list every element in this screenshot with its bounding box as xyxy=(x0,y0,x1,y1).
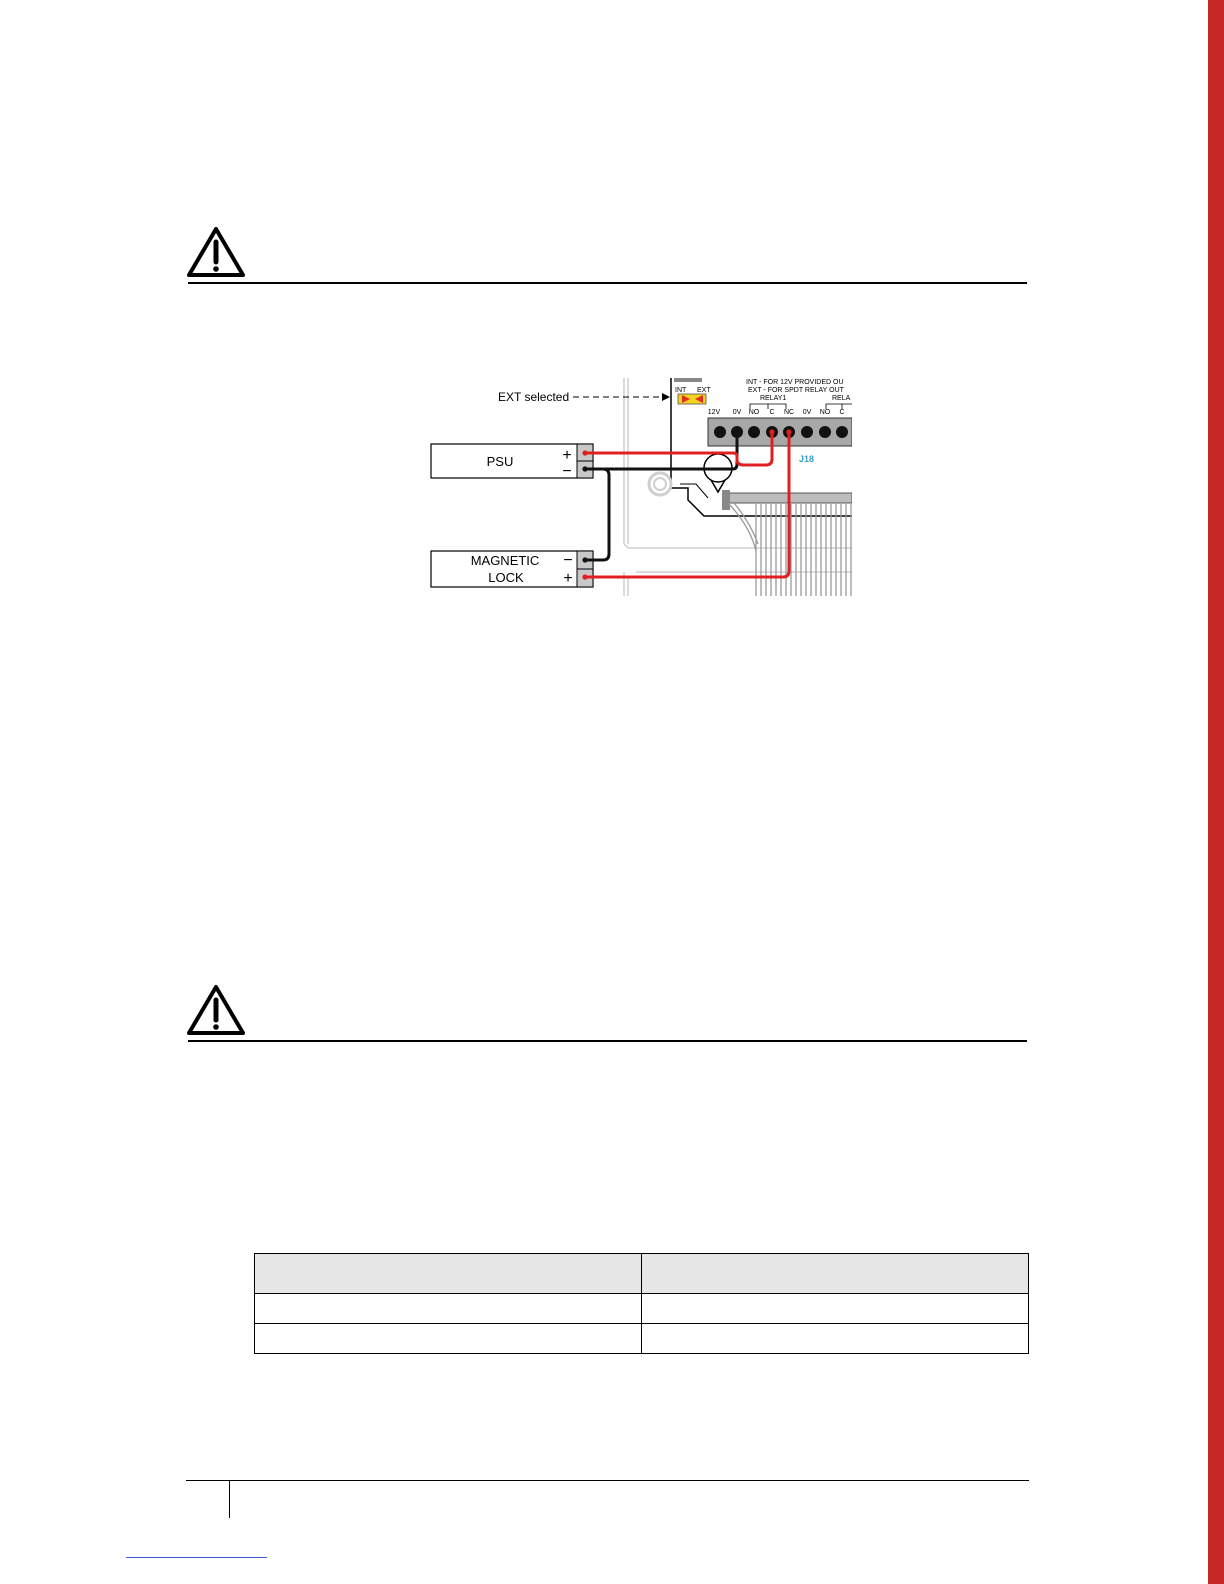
table-row xyxy=(255,1294,1029,1324)
table-header-row xyxy=(255,1254,1029,1294)
ribbon-cable xyxy=(722,490,852,596)
psu-plus-sign: + xyxy=(562,447,572,464)
table-cell xyxy=(255,1294,642,1324)
warning-triangle-icon xyxy=(186,984,246,1036)
jumper-ext-label: EXT xyxy=(697,387,711,394)
relay2-label: RELA xyxy=(832,395,851,402)
note-int: INT - FOR 12V PROVIDED OU xyxy=(746,379,844,386)
terminal-label: NO xyxy=(819,409,831,416)
relay1-label: RELAY1 xyxy=(760,395,787,402)
lock-label-line1: MAGNETIC xyxy=(470,553,540,568)
footer-rule xyxy=(186,1480,1029,1481)
note-ext: EXT - FOR SPDT RELAY OUT xyxy=(748,387,844,394)
lock-plus-sign: + xyxy=(563,570,573,587)
wire-lock-positive xyxy=(585,433,789,577)
warning-triangle-icon xyxy=(186,226,246,278)
page-edge-marker xyxy=(1208,0,1224,1584)
jumper-int-label: INT xyxy=(675,387,687,394)
terminal-label: NC xyxy=(783,409,795,416)
terminal-label: C xyxy=(769,409,775,416)
mounting-hole xyxy=(649,473,671,495)
footer-link-underline[interactable] xyxy=(126,1557,267,1558)
spec-table xyxy=(254,1253,1029,1354)
terminal-label: 0V xyxy=(732,409,742,416)
terminal-label: 0V xyxy=(802,409,812,416)
table-cell xyxy=(255,1324,642,1354)
psu-minus-sign: − xyxy=(562,463,572,480)
table-cell xyxy=(642,1324,1029,1354)
terminal-label: NO xyxy=(748,409,760,416)
psu-label: PSU xyxy=(486,454,514,469)
table-cell xyxy=(642,1294,1029,1324)
ext-selected-label: EXT selected xyxy=(498,390,570,404)
footer-divider xyxy=(229,1480,230,1518)
lock-label-line2: LOCK xyxy=(488,570,524,585)
wiring-diagram xyxy=(428,376,852,596)
table-row xyxy=(255,1324,1029,1354)
lock-minus-sign: − xyxy=(563,552,573,569)
warning-divider xyxy=(188,282,1027,284)
terminal-label: C xyxy=(839,409,845,416)
table-header-cell xyxy=(255,1254,642,1294)
warning-divider xyxy=(188,1040,1027,1042)
table-header-cell xyxy=(642,1254,1029,1294)
wire-psu-lock-negative xyxy=(585,469,609,560)
connector-label: J18 xyxy=(799,454,815,464)
terminal-label: 12V xyxy=(707,409,721,416)
